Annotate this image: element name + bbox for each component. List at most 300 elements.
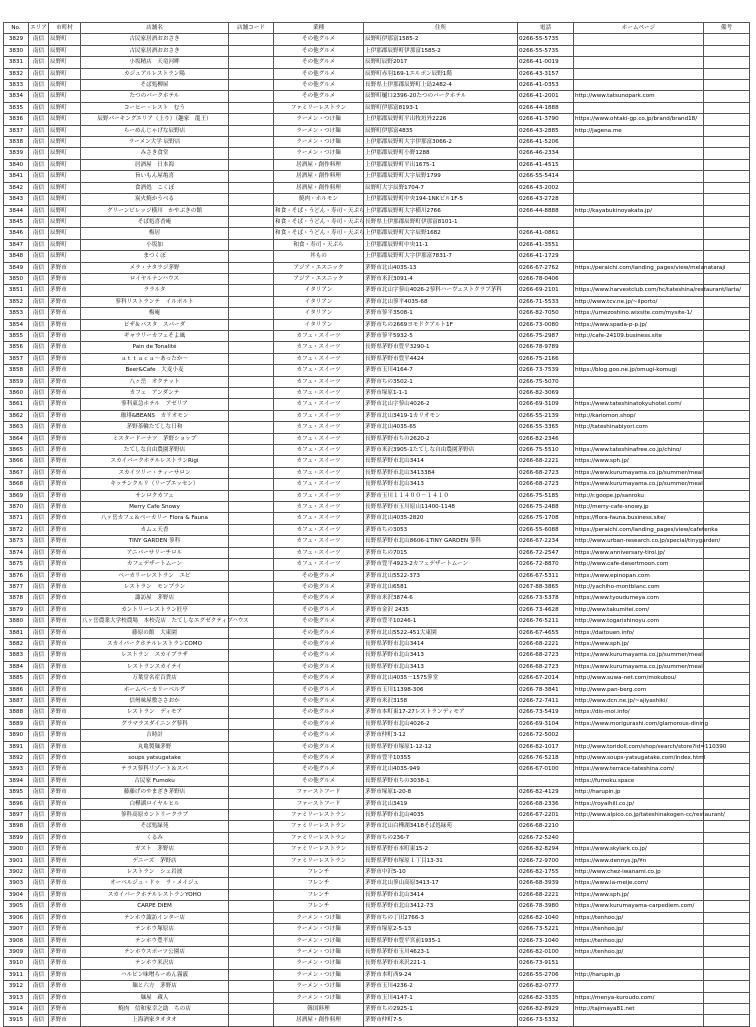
cell-phone: 0266-73-5378 — [518, 593, 574, 604]
cell-municipality: 茅野市 — [49, 741, 81, 752]
cell-phone: 0266-67-5311 — [518, 570, 574, 581]
cell-store-code — [229, 547, 274, 558]
table-row — [4, 490, 750, 501]
cell-municipality: 茅野市 — [49, 1003, 81, 1014]
cell-municipality: 辰野町 — [49, 102, 81, 113]
cell-address: 茅野市塚原1-1-1 — [364, 388, 518, 399]
cell-no: 3897 — [4, 810, 29, 821]
cell-store-name: 麺屋 蔵人 — [81, 992, 229, 1003]
cell-area: 南信 — [29, 1003, 49, 1014]
cell-area: 南信 — [29, 57, 49, 68]
cell-notes — [704, 308, 750, 319]
cell-homepage: https://www.kurumayama.co.jp/summer/meal — [574, 479, 704, 490]
cell-store-name: 珈琲&BEANS カリオモン — [81, 410, 229, 421]
cell-address: 茅野市塚原2-5-13 — [364, 924, 518, 935]
cell-phone: 0266-82-7050 — [518, 308, 574, 319]
cell-phone: 0266-82-0777 — [518, 981, 574, 992]
cell-homepage: https://www.tateshinafree.co.jp/chino/ — [574, 445, 704, 456]
cell-store-name: ガスト 茅野店 — [81, 844, 229, 855]
cell-notes — [704, 855, 750, 866]
cell-homepage: http://www.togarishinoyu.com — [574, 616, 704, 627]
cell-store-name: 八ヶ岳農業大学校農場 本校売店 たてしなエグゼクティブハウス — [81, 616, 229, 627]
cell-no: 3843 — [4, 194, 29, 205]
cell-municipality: 茅野市 — [49, 946, 81, 957]
cell-phone: 0266-44-8888 — [518, 205, 574, 216]
cell-municipality: 茅野市 — [49, 547, 81, 558]
cell-notes — [704, 661, 750, 672]
cell-notes — [704, 901, 750, 912]
cell-category: ファミリーレストラン — [274, 821, 364, 832]
cell-store-name: 蓼科東急ホテル アゼリア — [81, 399, 229, 410]
cell-homepage: https://tenhoo.jp/ — [574, 946, 704, 957]
cell-notes — [704, 946, 750, 957]
cell-address: 茅野市米沢3905-1たてしな自由農園茅野店 — [364, 445, 518, 456]
cell-homepage: https://tenhoo.jp/ — [574, 924, 704, 935]
cell-homepage — [574, 137, 704, 148]
cell-address: 長野県茅野市豊平宮前1935-1 — [364, 935, 518, 946]
cell-store-code — [229, 889, 274, 900]
table-row — [4, 969, 750, 980]
cell-store-name: デニーズ 茅野店 — [81, 855, 229, 866]
cell-municipality: 茅野市 — [49, 296, 81, 307]
cell-municipality: 茅野市 — [49, 878, 81, 889]
cell-homepage: http://www.urban-research.co.jp/special/tinygarden/ — [574, 536, 704, 547]
cell-category: その他グルメ — [274, 753, 364, 764]
cell-homepage: http://tajimaya81.net — [574, 1003, 704, 1014]
cell-category: その他グルメ — [274, 91, 364, 102]
cell-area: 南信 — [29, 296, 49, 307]
cell-store-code — [229, 433, 274, 444]
cell-store-name: 辰野パーキングエリア（上り）（趣家 龍王） — [81, 114, 229, 125]
cell-address: 上伊那郡辰野町平出牧垣外2226 — [364, 114, 518, 125]
cell-phone: 0266-82-1755 — [518, 867, 574, 878]
table-row — [4, 832, 750, 843]
cell-notes — [704, 114, 750, 125]
cell-store-name: カジュアルレストラン陽 — [81, 68, 229, 79]
cell-no: 3869 — [4, 490, 29, 501]
cell-category: ファミリーレストラン — [274, 810, 364, 821]
cell-store-name: 食酒処 こくぼ — [81, 182, 229, 193]
table-row — [4, 228, 750, 239]
cell-municipality: 茅野市 — [49, 308, 81, 319]
cell-municipality: 茅野市 — [49, 627, 81, 638]
cell-homepage: https://www.tyoudumeya.com — [574, 593, 704, 604]
cell-address: 茅野市仲町3-12 — [364, 730, 518, 741]
cell-municipality: 辰野町 — [49, 159, 81, 170]
cell-no: 3878 — [4, 593, 29, 604]
cell-phone: 0266-73-5332 — [518, 1015, 574, 1026]
cell-homepage: https://www.harvestclub.com/hc/tateshina/restaurant/larta/ — [574, 285, 704, 296]
cell-phone: 0266-72-9700 — [518, 855, 574, 866]
cell-store-code — [229, 924, 274, 935]
cell-notes — [704, 205, 750, 216]
table-row — [4, 650, 750, 661]
cell-notes — [704, 479, 750, 490]
cell-store-name: 旨いもん屋亀喜 — [81, 171, 229, 182]
cell-area: 南信 — [29, 684, 49, 695]
cell-notes — [704, 889, 750, 900]
cell-municipality: 茅野市 — [49, 285, 81, 296]
cell-store-code — [229, 901, 274, 912]
cell-municipality: 茅野市 — [49, 467, 81, 478]
cell-area: 南信 — [29, 775, 49, 786]
cell-store-code — [229, 91, 274, 102]
table-row — [4, 775, 750, 786]
cell-address: 辰野町大字辰野1704-7 — [364, 182, 518, 193]
cell-notes — [704, 296, 750, 307]
cell-municipality: 辰野町 — [49, 57, 81, 68]
cell-notes — [704, 45, 750, 56]
cell-store-name: CARPE DIEM — [81, 901, 229, 912]
cell-store-name: レストラン ディモア — [81, 707, 229, 718]
cell-address: 茅野市米沢3874-6 — [364, 593, 518, 604]
cell-homepage — [574, 821, 704, 832]
cell-homepage — [574, 433, 704, 444]
cell-municipality: 茅野市 — [49, 570, 81, 581]
cell-notes — [704, 650, 750, 661]
cell-area: 南信 — [29, 798, 49, 809]
cell-phone: 0266-43-2885 — [518, 125, 574, 136]
table-row — [4, 524, 750, 535]
cell-address: 茅野市中沢5-10 — [364, 867, 518, 878]
cell-no: 3877 — [4, 581, 29, 592]
cell-notes — [704, 433, 750, 444]
cell-store-code — [229, 467, 274, 478]
cell-no: 3844 — [4, 205, 29, 216]
cell-municipality: 茅野市 — [49, 935, 81, 946]
cell-no: 3900 — [4, 844, 29, 855]
cell-phone: 0266-69-2101 — [518, 285, 574, 296]
cell-area: 南信 — [29, 513, 49, 524]
cell-store-name: Merry Cafe Snowy — [81, 502, 229, 513]
table-row — [4, 593, 750, 604]
cell-store-name: スカイパークホテルレストランRigi — [81, 456, 229, 467]
table-row — [4, 958, 750, 969]
cell-store-code — [229, 935, 274, 946]
cell-area: 南信 — [29, 547, 49, 558]
cell-municipality: 茅野市 — [49, 581, 81, 592]
cell-address: 茅野市北山4035-949 — [364, 764, 518, 775]
cell-notes — [704, 958, 750, 969]
cell-area: 南信 — [29, 239, 49, 250]
cell-phone: 0266-67-2234 — [518, 536, 574, 547]
cell-homepage: http://www.tcv.ne.jp/~ilporto/ — [574, 296, 704, 307]
cell-address: 茅野市玉川１１４００－１４１０ — [364, 490, 518, 501]
table-row — [4, 80, 750, 91]
cell-address: 茅野市仲町7-5 — [364, 1015, 518, 1026]
cell-homepage — [574, 981, 704, 992]
cell-store-code — [229, 228, 274, 239]
cell-phone: 0266-72-8870 — [518, 559, 574, 570]
cell-municipality: 茅野市 — [49, 456, 81, 467]
cell-address: 上伊那郡辰野町小野1288 — [364, 148, 518, 159]
cell-phone: 0266-82-3069 — [518, 388, 574, 399]
cell-notes — [704, 399, 750, 410]
cell-address: 茅野市北山蓼山高原3413-17 — [364, 878, 518, 889]
cell-notes — [704, 502, 750, 513]
cell-area: 南信 — [29, 159, 49, 170]
cell-no: 3875 — [4, 559, 29, 570]
cell-notes — [704, 171, 750, 182]
cell-homepage: https://www.epinopan.com — [574, 570, 704, 581]
cell-store-code — [229, 536, 274, 547]
cell-address: 長野県上伊那郡辰野町上島2482-4 — [364, 80, 518, 91]
cell-store-name: 藤原の館 大東園 — [81, 627, 229, 638]
cell-area: 南信 — [29, 946, 49, 957]
cell-category: カフェ・スイーツ — [274, 433, 364, 444]
cell-phone: 0266-67-4655 — [518, 627, 574, 638]
cell-no: 3850 — [4, 273, 29, 284]
cell-category: 居酒屋・創作料理 — [274, 1015, 364, 1026]
cell-store-code — [229, 787, 274, 798]
cell-no: 3830 — [4, 45, 29, 56]
table-row — [4, 342, 750, 353]
cell-homepage — [574, 228, 704, 239]
cell-notes — [704, 445, 750, 456]
cell-store-code — [229, 80, 274, 91]
cell-category: 和食・そば・うどん・寿司・天ぷら — [274, 205, 364, 216]
cell-phone: 0266-76-5211 — [518, 616, 574, 627]
table-row — [4, 308, 750, 319]
cell-notes — [704, 981, 750, 992]
cell-phone: 0266-55-5735 — [518, 45, 574, 56]
table-row — [4, 433, 750, 444]
cell-address: 茅野市北山5522-451大東園 — [364, 627, 518, 638]
cell-municipality: 茅野市 — [49, 399, 81, 410]
cell-phone: 0266-43-2002 — [518, 182, 574, 193]
cell-category: 丼もの — [274, 251, 364, 262]
table-row — [4, 399, 750, 410]
cell-area: 南信 — [29, 889, 49, 900]
cell-notes — [704, 91, 750, 102]
cell-store-code — [229, 45, 274, 56]
cell-store-code — [229, 992, 274, 1003]
cell-store-code — [229, 388, 274, 399]
cell-category: その他グルメ — [274, 616, 364, 627]
cell-phone: 0266-55-2139 — [518, 410, 574, 421]
cell-homepage: https://dis-moi.info/ — [574, 707, 704, 718]
cell-store-code — [229, 399, 274, 410]
cell-municipality: 茅野市 — [49, 616, 81, 627]
cell-phone: 0266-41-5206 — [518, 137, 574, 148]
cell-area: 南信 — [29, 34, 49, 45]
cell-address: 茅野市豊平10355 — [364, 753, 518, 764]
cell-store-name: 白樺湖ロイヤルヒル — [81, 798, 229, 809]
cell-area: 南信 — [29, 125, 49, 136]
cell-store-name: ラーメン大学 辰野店 — [81, 137, 229, 148]
cell-area: 南信 — [29, 319, 49, 330]
cell-notes — [704, 924, 750, 935]
cell-area: 南信 — [29, 650, 49, 661]
cell-notes — [704, 730, 750, 741]
table-row — [4, 353, 750, 364]
cell-address: 茅野市玉川4147-1 — [364, 992, 518, 1003]
cell-store-name: 蓼科高原カントリークラブ — [81, 810, 229, 821]
cell-area: 南信 — [29, 855, 49, 866]
cell-store-name: 古民家居酒おおさき — [81, 45, 229, 56]
cell-homepage — [574, 251, 704, 262]
cell-phone: 0266-75-1708 — [518, 513, 574, 524]
cell-store-code — [229, 570, 274, 581]
cell-address: 辰野町辰野2017 — [364, 57, 518, 68]
cell-store-code — [229, 593, 274, 604]
cell-store-name: カントリーレストラン匠亭 — [81, 604, 229, 615]
cell-homepage: http://harupin.jp — [574, 787, 704, 798]
cell-municipality: 茅野市 — [49, 992, 81, 1003]
cell-address: 茅野市蓼平5932-5 — [364, 330, 518, 341]
cell-area: 南信 — [29, 821, 49, 832]
cell-category: 焼肉・ホルモン — [274, 194, 364, 205]
cell-phone: 0266-41-0353 — [518, 80, 574, 91]
cell-category: その他グルメ — [274, 764, 364, 775]
cell-no: 3888 — [4, 707, 29, 718]
cell-municipality: 茅野市 — [49, 958, 81, 969]
cell-no: 3858 — [4, 365, 29, 376]
table-row — [4, 479, 750, 490]
cell-category: カフェ・スイーツ — [274, 559, 364, 570]
cell-address: 長野県茅野市北山3414 — [364, 638, 518, 649]
cell-no: 3873 — [4, 536, 29, 547]
cell-municipality: 茅野市 — [49, 479, 81, 490]
cell-no: 3840 — [4, 159, 29, 170]
table-row — [4, 570, 750, 581]
cell-address: 長野県茅野市玉川原山11400-1148 — [364, 502, 518, 513]
cell-category: ファーストフード — [274, 787, 364, 798]
cell-category: ラーメン・つけ麺 — [274, 935, 364, 946]
cell-phone: 0266-82-1017 — [518, 741, 574, 752]
table-row — [4, 787, 750, 798]
cell-no: 3831 — [4, 57, 29, 68]
cell-notes — [704, 604, 750, 615]
cell-area: 南信 — [29, 80, 49, 91]
cell-category: カフェ・スイーツ — [274, 479, 364, 490]
cell-phone: 0266-73-5221 — [518, 924, 574, 935]
cell-municipality: 茅野市 — [49, 912, 81, 923]
cell-homepage: https://daitouen.info/ — [574, 627, 704, 638]
cell-homepage: http://www.takumitei.com/ — [574, 604, 704, 615]
cell-municipality: 茅野市 — [49, 855, 81, 866]
cell-municipality: 辰野町 — [49, 114, 81, 125]
cell-municipality: 茅野市 — [49, 844, 81, 855]
cell-area: 南信 — [29, 741, 49, 752]
cell-area: 南信 — [29, 969, 49, 980]
cell-store-name: ベーカリーレストラン エピ — [81, 570, 229, 581]
cell-no: 3882 — [4, 638, 29, 649]
cell-store-name: レストランスカイテイ — [81, 661, 229, 672]
cell-municipality: 茅野市 — [49, 764, 81, 775]
cell-homepage: https://www.sph.jp/ — [574, 889, 704, 900]
cell-phone: 0266-55-5735 — [518, 34, 574, 45]
table-row — [4, 638, 750, 649]
cell-store-name: ミスタードーナツ 茅野ショップ — [81, 433, 229, 444]
cell-area: 南信 — [29, 958, 49, 969]
cell-notes — [704, 627, 750, 638]
cell-homepage — [574, 45, 704, 56]
table-row — [4, 205, 750, 216]
cell-notes — [704, 707, 750, 718]
cell-store-code — [229, 832, 274, 843]
cell-address: 辰野町伊那富8193-1 — [364, 102, 518, 113]
cell-no: 3899 — [4, 832, 29, 843]
cell-address: 茅野市玉川11398-306 — [364, 684, 518, 695]
cell-address: 茅野市金沢 2435 — [364, 604, 518, 615]
cell-municipality: 茅野市 — [49, 593, 81, 604]
cell-store-name: そば処緑苑 — [81, 821, 229, 832]
cell-homepage: https://www.sph.jp/ — [574, 638, 704, 649]
cell-no: 3839 — [4, 148, 29, 159]
cell-store-code — [229, 262, 274, 273]
cell-store-name: 梅庵 — [81, 308, 229, 319]
cell-store-name: スカイパークホテルレストランYOHO — [81, 889, 229, 900]
cell-phone: 0266-41-4515 — [518, 159, 574, 170]
cell-notes — [704, 330, 750, 341]
cell-phone: 0266-78-9789 — [518, 342, 574, 353]
table-row — [4, 661, 750, 672]
cell-homepage: https://www.kurumayama-carpediem.com/ — [574, 901, 704, 912]
cell-municipality: 辰野町 — [49, 45, 81, 56]
cell-phone: 0266-75-2488 — [518, 502, 574, 513]
cell-no: 3892 — [4, 753, 29, 764]
table-row — [4, 992, 750, 1003]
cell-store-code — [229, 969, 274, 980]
cell-municipality: 辰野町 — [49, 228, 81, 239]
cell-address: 長野県茅野市北山3413 — [364, 650, 518, 661]
cell-phone: 0266-67-0100 — [518, 764, 574, 775]
cell-category: 居酒屋・創作料理 — [274, 171, 364, 182]
cell-store-code — [229, 581, 274, 592]
cell-municipality: 茅野市 — [49, 661, 81, 672]
cell-no: 3847 — [4, 239, 29, 250]
cell-area: 南信 — [29, 137, 49, 148]
cell-category: ファミリーレストラン — [274, 102, 364, 113]
cell-notes — [704, 68, 750, 79]
cell-homepage: https://menya-kuroudo.com/ — [574, 992, 704, 1003]
cell-category: カフェ・スイーツ — [274, 547, 364, 558]
cell-store-name: 信州味屋敷ささおか — [81, 695, 229, 706]
cell-area: 南信 — [29, 718, 49, 729]
cell-area: 南信 — [29, 981, 49, 992]
cell-phone: 0266-75-5510 — [518, 445, 574, 456]
cell-store-code — [229, 296, 274, 307]
cell-no: 3842 — [4, 182, 29, 193]
cell-area: 南信 — [29, 604, 49, 615]
table-row — [4, 34, 750, 45]
cell-phone: 0266-72-5240 — [518, 832, 574, 843]
cell-category: ラーメン・つけ麺 — [274, 924, 364, 935]
cell-category: ラーメン・つけ麺 — [274, 992, 364, 1003]
cell-store-code — [229, 810, 274, 821]
cell-municipality: 辰野町 — [49, 216, 81, 227]
cell-category: その他グルメ — [274, 593, 364, 604]
cell-municipality: 茅野市 — [49, 604, 81, 615]
table-row — [4, 502, 750, 513]
cell-category: その他グルメ — [274, 604, 364, 615]
cell-phone: 0266-78-3980 — [518, 901, 574, 912]
cell-phone: 0266-73-5419 — [518, 707, 574, 718]
cell-phone: 0266-68-2221 — [518, 638, 574, 649]
table-row — [4, 296, 750, 307]
cell-no: 3856 — [4, 342, 29, 353]
cell-category: ファーストフード — [274, 798, 364, 809]
table-row — [4, 445, 750, 456]
cell-no: 3908 — [4, 935, 29, 946]
cell-category: カフェ・スイーツ — [274, 513, 364, 524]
table-row — [4, 536, 750, 547]
cell-notes — [704, 182, 750, 193]
cell-store-code — [229, 764, 274, 775]
cell-no: 3855 — [4, 330, 29, 341]
cell-store-code — [229, 137, 274, 148]
